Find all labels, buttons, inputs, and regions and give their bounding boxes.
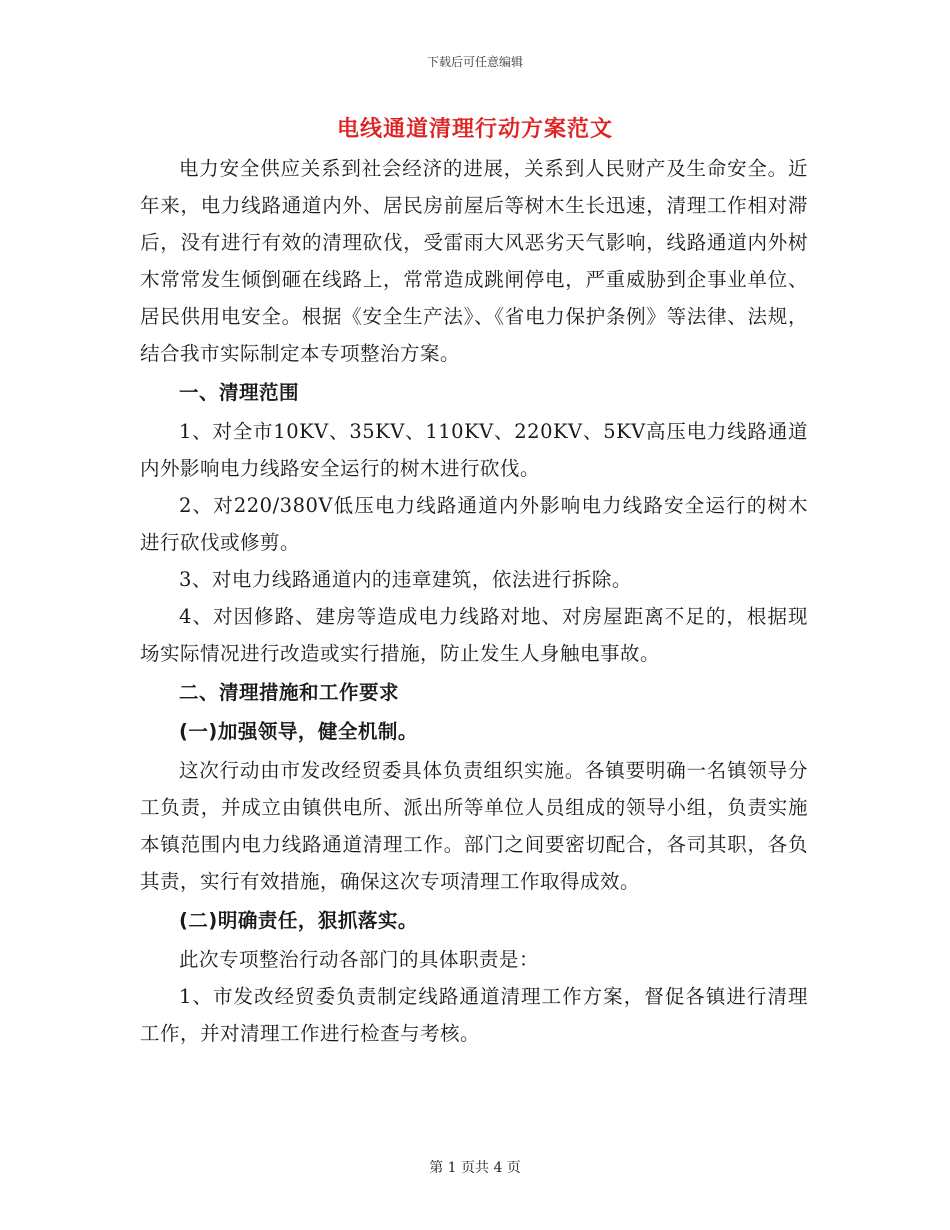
paragraph: 1、对全市10KV、35KV、110KV、220KV、5KV高压电力线路通道内外影响电力线路安全运行的树木进行砍伐。 <box>140 420 808 480</box>
section-heading: 一、清理范围 <box>179 381 300 404</box>
document-title: 电线通道清理行动方案范文 <box>336 116 613 142</box>
page-footer: 第 1 页共 4 页 <box>429 1160 521 1176</box>
paragraph: 此次专项整治行动各部门的具体职责是： <box>179 948 540 971</box>
document-body <box>140 150 808 1052</box>
subsection-heading: (二)明确责任，狠抓落实。 <box>179 909 418 932</box>
paragraph: 1、市发改经贸委负责制定线路通道清理工作方案，督促各镇进行清理工作，并对清理工作进行检查与考核。 <box>140 985 808 1045</box>
subsection-heading: (一)加强领导，健全机制。 <box>179 720 418 743</box>
paragraph: 2、对220/380V低压电力线路通道内外影响电力线路安全运行的树木进行砍伐或修剪。 <box>140 494 808 554</box>
paragraph: 这次行动由市发改经贸委具体负责组织实施。各镇要明确一名镇领导分工负责，并成立由镇供电所、派出所等单位人员组成的领导小组，负责实施本镇范围内电力线路通道清理工作。部门之间要密切配合，各司其职，各负其责，实行有效措施，确保这次专项清理工作取得成效。 <box>140 759 808 893</box>
paragraph: 3、对电力线路通道内的违章建筑，依法进行拆除。 <box>179 568 632 591</box>
paragraph: 4、对因修路、建房等造成电力线路对地、对房屋距离不足的，根据现场实际情况进行改造或实行措施，防止发生人身触电事故。 <box>140 605 808 665</box>
header-note: 下载后可任意编辑 <box>426 55 523 69</box>
section-heading: 二、清理措施和工作要求 <box>179 681 400 704</box>
paragraph: 电力安全供应关系到社会经济的进展，关系到人民财产及生命安全。近年来，电力线路通道内外、居民房前屋后等树木生长迅速，清理工作相对滞后，没有进行有效的清理砍伐，受雷雨大风恶劣天气影响，线路通道内外树木常常发生倾倒砸在线路上，常常造成跳闸停电，严重威胁到企事业单位、居民供用电安全。根据《安全生产法》、《省电力保护条例》等法律、法规，结合我市实际制定本专项整治方案。 <box>140 157 808 365</box>
